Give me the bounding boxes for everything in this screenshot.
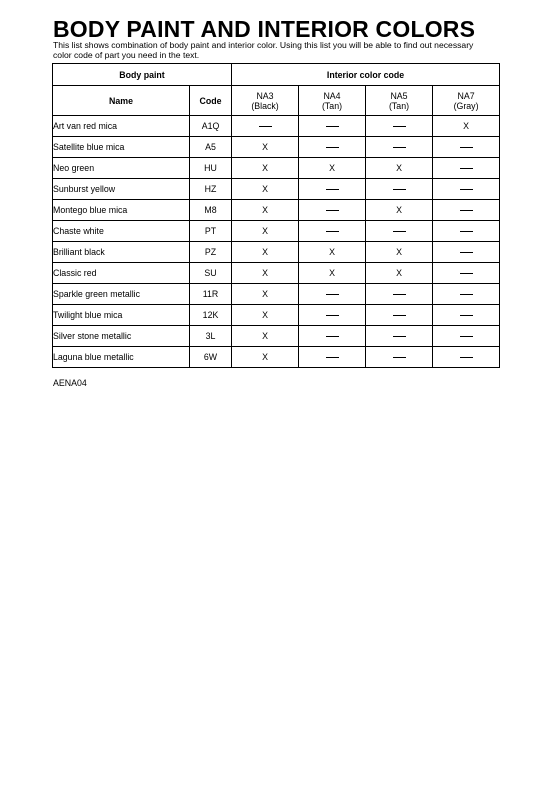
not-available-cell (299, 347, 366, 368)
paint-code-cell: 12K (190, 305, 232, 326)
interior-color: (Black) (251, 100, 279, 111)
not-available-dash (460, 147, 473, 149)
not-available-cell (299, 326, 366, 347)
paint-name-cell: Laguna blue metallic (53, 347, 190, 368)
paint-name-cell: Neo green (53, 158, 190, 179)
group-header-row (53, 64, 500, 86)
not-available-cell (299, 284, 366, 305)
table-row (53, 263, 500, 284)
figure-code: AENA04 (53, 378, 87, 388)
not-available-dash (393, 189, 406, 191)
table-body (53, 116, 500, 368)
paint-code-cell: 6W (190, 347, 232, 368)
table-row (53, 242, 500, 263)
available-mark: X (433, 116, 500, 137)
not-available-cell (299, 179, 366, 200)
not-available-dash (326, 210, 339, 212)
not-available-cell (366, 221, 433, 242)
interior-code: NA5 (390, 90, 408, 101)
table-row (53, 305, 500, 326)
not-available-dash (460, 210, 473, 212)
table-row (53, 221, 500, 242)
not-available-cell (433, 305, 500, 326)
table-row (53, 116, 500, 137)
not-available-dash (326, 357, 339, 359)
available-mark: X (232, 137, 299, 158)
paint-code-cell: PT (190, 221, 232, 242)
paint-name-cell: Chaste white (53, 221, 190, 242)
code-header: Code (190, 86, 232, 116)
available-mark: X (299, 158, 366, 179)
name-header: Name (53, 86, 190, 116)
paint-color-table (52, 63, 500, 368)
not-available-cell (366, 116, 433, 137)
paint-code-cell: HZ (190, 179, 232, 200)
paint-name-cell: Satellite blue mica (53, 137, 190, 158)
paint-code-cell: 3L (190, 326, 232, 347)
not-available-dash (460, 315, 473, 317)
paint-name-cell: Montego blue mica (53, 200, 190, 221)
not-available-dash (460, 168, 473, 170)
not-available-dash (460, 336, 473, 338)
available-mark: X (232, 347, 299, 368)
interior-code: NA3 (256, 90, 274, 101)
not-available-dash (393, 315, 406, 317)
available-mark: X (232, 158, 299, 179)
not-available-dash (259, 126, 272, 128)
not-available-cell (366, 305, 433, 326)
paint-name-cell: Art van red mica (53, 116, 190, 137)
available-mark: X (232, 221, 299, 242)
not-available-dash (460, 294, 473, 296)
not-available-dash (393, 357, 406, 359)
interior-color-code-header: Interior color code (232, 64, 500, 86)
not-available-cell (366, 326, 433, 347)
not-available-cell (366, 347, 433, 368)
not-available-dash (326, 231, 339, 233)
page-title: BODY PAINT AND INTERIOR COLORS (53, 16, 476, 42)
table-row (53, 137, 500, 158)
paint-code-cell: PZ (190, 242, 232, 263)
not-available-cell (433, 347, 500, 368)
not-available-dash (326, 315, 339, 317)
not-available-dash (393, 336, 406, 338)
paint-name-cell: Silver stone metallic (53, 326, 190, 347)
not-available-cell (299, 200, 366, 221)
not-available-cell (433, 158, 500, 179)
not-available-cell (299, 221, 366, 242)
not-available-dash (393, 231, 406, 233)
paint-name-cell: Twilight blue mica (53, 305, 190, 326)
paint-name-cell: Brilliant black (53, 242, 190, 263)
not-available-dash (393, 126, 406, 128)
not-available-dash (460, 189, 473, 191)
paint-name-cell: Sparkle green metallic (53, 284, 190, 305)
paint-code-cell: HU (190, 158, 232, 179)
interior-color: (Gray) (453, 100, 479, 111)
column-header-row (53, 86, 500, 116)
available-mark: X (366, 158, 433, 179)
not-available-dash (460, 357, 473, 359)
not-available-cell (433, 263, 500, 284)
available-mark: X (232, 200, 299, 221)
table-row (53, 158, 500, 179)
not-available-dash (460, 231, 473, 233)
table-row (53, 200, 500, 221)
available-mark: X (232, 263, 299, 284)
paint-name-cell: Sunburst yellow (53, 179, 190, 200)
not-available-cell (433, 200, 500, 221)
not-available-dash (326, 126, 339, 128)
available-mark: X (366, 263, 433, 284)
not-available-dash (393, 147, 406, 149)
interior-code-header (433, 86, 500, 116)
available-mark: X (232, 284, 299, 305)
not-available-cell (433, 284, 500, 305)
not-available-dash (460, 252, 473, 254)
available-mark: X (366, 242, 433, 263)
table-row (53, 347, 500, 368)
not-available-dash (326, 147, 339, 149)
not-available-cell (433, 137, 500, 158)
available-mark: X (232, 242, 299, 263)
not-available-dash (393, 294, 406, 296)
interior-code: NA7 (457, 90, 475, 101)
table-row (53, 284, 500, 305)
not-available-cell (433, 326, 500, 347)
available-mark: X (366, 200, 433, 221)
not-available-cell (299, 305, 366, 326)
paint-code-cell: 11R (190, 284, 232, 305)
body-paint-header: Body paint (53, 64, 232, 86)
available-mark: X (299, 242, 366, 263)
interior-color: (Tan) (321, 100, 343, 111)
available-mark: X (299, 263, 366, 284)
interior-code-header (299, 86, 366, 116)
paint-code-cell: A1Q (190, 116, 232, 137)
intro-text: This list shows combination of body paint and interior color. Using this list you will be able to find out necessary color code of part you need in the text. (53, 40, 474, 60)
paint-code-cell: M8 (190, 200, 232, 221)
not-available-cell (299, 137, 366, 158)
not-available-dash (326, 336, 339, 338)
not-available-dash (460, 273, 473, 275)
interior-color: (Tan) (388, 100, 410, 111)
available-mark: X (232, 326, 299, 347)
not-available-cell (433, 179, 500, 200)
interior-code: NA4 (323, 90, 341, 101)
not-available-cell (366, 137, 433, 158)
paint-name-cell: Classic red (53, 263, 190, 284)
not-available-dash (326, 189, 339, 191)
not-available-dash (326, 294, 339, 296)
paint-code-cell: A5 (190, 137, 232, 158)
not-available-cell (433, 221, 500, 242)
not-available-cell (299, 116, 366, 137)
interior-code-header (366, 86, 433, 116)
not-available-cell (232, 116, 299, 137)
interior-code-header (232, 86, 299, 116)
not-available-cell (433, 242, 500, 263)
paint-code-cell: SU (190, 263, 232, 284)
table-row (53, 179, 500, 200)
available-mark: X (232, 179, 299, 200)
not-available-cell (366, 179, 433, 200)
not-available-cell (366, 284, 433, 305)
table-row (53, 326, 500, 347)
available-mark: X (232, 305, 299, 326)
